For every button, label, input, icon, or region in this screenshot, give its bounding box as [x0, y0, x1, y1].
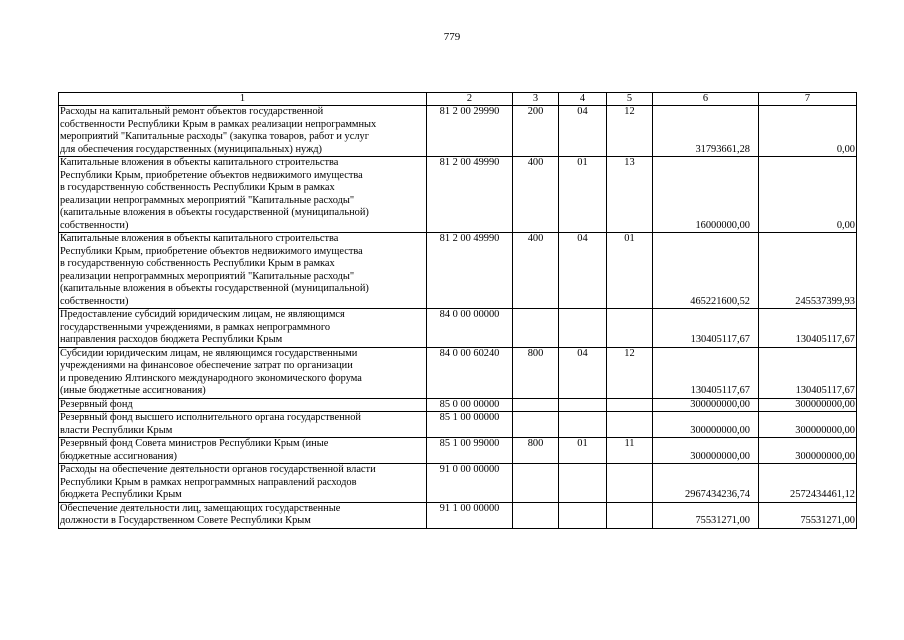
table-row — [59, 398, 857, 412]
description-line: собственности Республики Крым в рамках реализации непрограммных — [60, 118, 377, 130]
table-row — [59, 157, 857, 233]
amount-column-7: 0,00 — [759, 106, 857, 157]
table-row — [59, 233, 857, 309]
column-header: 2 — [427, 93, 513, 106]
amount-column-7: 2572434461,12 — [759, 464, 857, 503]
section-code: 04 — [559, 233, 607, 309]
section-code: 04 — [559, 347, 607, 398]
column-header: 6 — [653, 93, 759, 106]
amount-column-6: 300000000,00 — [653, 438, 759, 464]
expense-type-code — [513, 412, 559, 438]
description-line: Резервный фонд высшего исполнительного органа государственной — [60, 412, 361, 423]
amount-column-7: 300000000,00 — [759, 412, 857, 438]
description-line: в государственную собственность Республики Крым в рамках — [60, 258, 335, 269]
budget-table — [58, 92, 857, 529]
amount-column-7: 245537399,93 — [759, 233, 857, 309]
column-header: 7 — [759, 93, 857, 106]
expense-type-code: 200 — [513, 106, 559, 157]
description-line: бюджетные ассигнования) — [60, 450, 177, 462]
amount-column-7: 300000000,00 — [759, 398, 857, 412]
target-article-code: 81 2 00 29990 — [427, 106, 513, 157]
description-line: Республики Крым, приобретение объектов недвижимого имущества — [60, 245, 363, 257]
target-article-code: 91 1 00 00000 — [427, 502, 513, 528]
expense-type-code — [513, 502, 559, 528]
amount-column-6: 130405117,67 — [653, 347, 759, 398]
subsection-code: 11 — [607, 438, 653, 464]
column-header: 5 — [607, 93, 653, 106]
expense-type-code: 400 — [513, 157, 559, 233]
target-article-code: 85 0 00 00000 — [427, 398, 513, 412]
description-line: мероприятий "Капитальные расходы" (закупка товаров, работ и услуг — [60, 131, 369, 142]
description-line: Расходы на капитальный ремонт объектов государственной — [60, 106, 324, 117]
description-line: Капитальные вложения в объекты капитального строительства — [60, 233, 339, 244]
amount-column-7: 130405117,67 — [759, 309, 857, 348]
target-article-code: 81 2 00 49990 — [427, 233, 513, 309]
description-line: Субсидии юридическим лицам, не являющимся государственными — [60, 347, 358, 359]
description-line: власти Республики Крым — [60, 424, 173, 436]
section-code: 04 — [559, 106, 607, 157]
page-number: 779 — [443, 31, 461, 43]
amount-column-7: 130405117,67 — [759, 347, 857, 398]
expense-description — [59, 106, 427, 157]
target-article-code: 84 0 00 00000 — [427, 309, 513, 348]
description-line: учреждениями на финансовое обеспечение затрат по организации — [60, 360, 353, 371]
expense-type-code — [513, 464, 559, 503]
description-line: Республики Крым, приобретение объектов недвижимого имущества — [60, 169, 363, 181]
subsection-code — [607, 502, 653, 528]
description-line: (капитальные вложения в объекты государственной (муниципальной) — [60, 283, 369, 294]
description-line: направления расходов бюджета Республики Крым — [60, 334, 283, 345]
expense-description — [59, 309, 427, 348]
table-row — [59, 502, 857, 528]
subsection-code: 13 — [607, 157, 653, 233]
section-code — [559, 502, 607, 528]
description-line: собственности) — [60, 219, 129, 231]
description-line: собственности) — [60, 295, 129, 307]
description-line: Резервный фонд — [60, 398, 133, 410]
description-line: (капитальные вложения в объекты государственной (муниципальной) — [60, 207, 369, 218]
description-line: Обеспечение деятельности лиц, замещающих государственные — [60, 502, 341, 514]
description-line: (иные бюджетные ассигнования) — [60, 385, 206, 396]
amount-column-6: 2967434236,74 — [653, 464, 759, 503]
target-article-code: 85 1 00 00000 — [427, 412, 513, 438]
amount-column-6: 130405117,67 — [653, 309, 759, 348]
section-code — [559, 309, 607, 348]
header-row — [59, 93, 857, 106]
description-line: реализации непрограммных мероприятий "Капитальные расходы" — [60, 270, 355, 282]
table-row — [59, 309, 857, 348]
target-article-code: 85 1 00 99000 — [427, 438, 513, 464]
expense-description — [59, 464, 427, 503]
amount-column-6: 16000000,00 — [653, 157, 759, 233]
section-code: 01 — [559, 157, 607, 233]
description-line: реализации непрограммных мероприятий "Капитальные расходы" — [60, 194, 355, 206]
section-code: 01 — [559, 438, 607, 464]
description-line: Расходы на обеспечение деятельности органов государственной власти — [60, 464, 376, 475]
table-row — [59, 438, 857, 464]
amount-column-7: 300000000,00 — [759, 438, 857, 464]
subsection-code: 01 — [607, 233, 653, 309]
table-row — [59, 106, 857, 157]
description-line: Республики Крым в рамках непрограммных направлений расходов — [60, 476, 357, 488]
description-line: должности в Государственном Совете Республики Крым — [60, 515, 311, 526]
amount-column-6: 465221600,52 — [653, 233, 759, 309]
expense-description — [59, 233, 427, 309]
expense-description — [59, 438, 427, 464]
subsection-code — [607, 398, 653, 412]
description-line: для обеспечения государственных (муниципальных) нужд) — [60, 143, 322, 155]
amount-column-6: 300000000,00 — [653, 398, 759, 412]
subsection-code — [607, 309, 653, 348]
description-line: Предоставление субсидий юридическим лицам, не являющимся — [60, 309, 345, 320]
amount-column-6: 31793661,28 — [653, 106, 759, 157]
expense-type-code: 800 — [513, 347, 559, 398]
column-header: 1 — [59, 93, 427, 106]
description-line: в государственную собственность Республики Крым в рамках — [60, 182, 335, 193]
expense-type-code — [513, 398, 559, 412]
section-code — [559, 464, 607, 503]
table-row — [59, 412, 857, 438]
subsection-code — [607, 412, 653, 438]
table-body — [59, 93, 857, 529]
description-line: государственными учреждениями, в рамках непрограммного — [60, 321, 331, 333]
subsection-code — [607, 464, 653, 503]
amount-column-7: 75531271,00 — [759, 502, 857, 528]
expense-type-code: 800 — [513, 438, 559, 464]
amount-column-6: 75531271,00 — [653, 502, 759, 528]
target-article-code: 91 0 00 00000 — [427, 464, 513, 503]
expense-type-code: 400 — [513, 233, 559, 309]
expense-description — [59, 502, 427, 528]
expense-description — [59, 347, 427, 398]
table-row — [59, 347, 857, 398]
table-row — [59, 464, 857, 503]
target-article-code: 84 0 00 60240 — [427, 347, 513, 398]
description-line: бюджета Республики Крым — [60, 489, 182, 500]
description-line: Капитальные вложения в объекты капитального строительства — [60, 157, 339, 168]
expense-description — [59, 157, 427, 233]
column-header: 3 — [513, 93, 559, 106]
subsection-code: 12 — [607, 106, 653, 157]
section-code — [559, 398, 607, 412]
expense-description — [59, 412, 427, 438]
description-line: и проведению Ялтинского международного экономического форума — [60, 372, 362, 384]
amount-column-6: 300000000,00 — [653, 412, 759, 438]
amount-column-7: 0,00 — [759, 157, 857, 233]
column-header: 4 — [559, 93, 607, 106]
description-line: Резервный фонд Совета министров Республики Крым (иные — [60, 438, 329, 449]
expense-type-code — [513, 309, 559, 348]
subsection-code: 12 — [607, 347, 653, 398]
section-code — [559, 412, 607, 438]
target-article-code: 81 2 00 49990 — [427, 157, 513, 233]
expense-description — [59, 398, 427, 412]
